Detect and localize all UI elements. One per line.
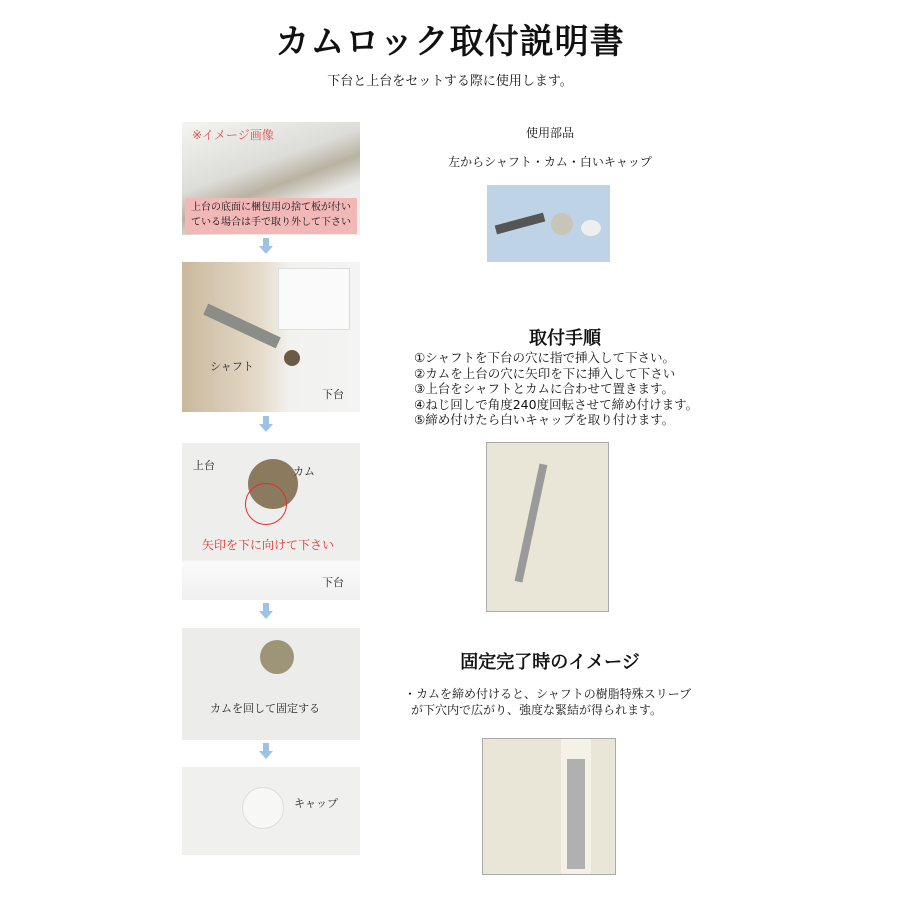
caption-line: 上台の底面に梱包用の捨て板が付い xyxy=(191,202,351,213)
step5-photo xyxy=(182,767,360,855)
down-arrow-icon xyxy=(259,603,273,619)
step2-photo xyxy=(182,262,360,412)
shaft-graphic xyxy=(203,304,281,349)
completion-heading: 固定完了時のイメージ xyxy=(460,652,640,673)
page-title: カムロック取付説明書 xyxy=(275,22,625,62)
procedure-step: ②カムを上台の穴に矢印を下に挿入して下さい xyxy=(414,365,676,381)
assembly-diagram xyxy=(486,442,609,612)
completion-text xyxy=(404,686,691,718)
procedure-step: ⑤締め付けたら白いキャップを取り付けます。 xyxy=(414,412,675,427)
caption-line: ている場合は手で取り外して下さい xyxy=(191,217,351,228)
lower-board-label: 下台 xyxy=(322,388,344,401)
parts-photo xyxy=(487,185,610,262)
down-arrow-icon xyxy=(259,416,273,432)
step1-photo xyxy=(182,122,360,235)
upper-board-label: 上台 xyxy=(193,459,215,472)
cap-label: キャップ xyxy=(294,797,338,810)
lower-board-label: 下台 xyxy=(322,576,344,589)
completion-line: ・カムを締め付けると、シャフトの樹脂特殊スリーブ xyxy=(404,687,692,701)
shaft-label: シャフト xyxy=(210,360,254,373)
completion-line: が下穴内で広がり、強度な緊結が得られます。 xyxy=(411,703,663,717)
page-subtitle: 下台と上台をセットする際に使用します。 xyxy=(327,74,573,89)
completion-diagram xyxy=(482,738,616,875)
step1-caption xyxy=(185,198,357,234)
arrow-direction-note: 矢印を下に向けて下さい xyxy=(202,538,335,552)
parts-heading: 使用部品 xyxy=(525,126,574,140)
shaft-graphic xyxy=(495,213,546,235)
down-arrow-icon xyxy=(259,238,273,254)
cam-graphic xyxy=(260,640,294,674)
inset-photo xyxy=(278,268,350,330)
step4-caption: カムを回して固定する xyxy=(210,702,320,715)
procedure-steps xyxy=(414,350,698,428)
step3-photo xyxy=(182,443,360,600)
cam-graphic xyxy=(551,213,573,235)
cap-graphic xyxy=(581,220,601,236)
shaft-graphic xyxy=(515,463,548,582)
cap-graphic xyxy=(242,787,284,829)
procedure-step: ③上台をシャフトとカムに合わせて置きます。 xyxy=(414,381,674,396)
cam-label: カム xyxy=(293,465,315,478)
hole-graphic xyxy=(284,350,300,366)
shaft-graphic xyxy=(567,759,585,869)
procedure-step: ①シャフトを下台の穴に指で挿入して下さい。 xyxy=(414,350,675,365)
highlight-circle xyxy=(245,483,287,525)
step4-photo xyxy=(182,628,360,740)
procedure-step: ④ねじ回しで角度240度回転させて締め付けます。 xyxy=(414,396,699,412)
procedure-heading: 取付手順 xyxy=(529,328,601,349)
image-note: ※イメージ画像 xyxy=(192,128,274,142)
down-arrow-icon xyxy=(259,743,273,759)
parts-description: 左からシャフト・カム・白いキャップ xyxy=(448,155,652,169)
